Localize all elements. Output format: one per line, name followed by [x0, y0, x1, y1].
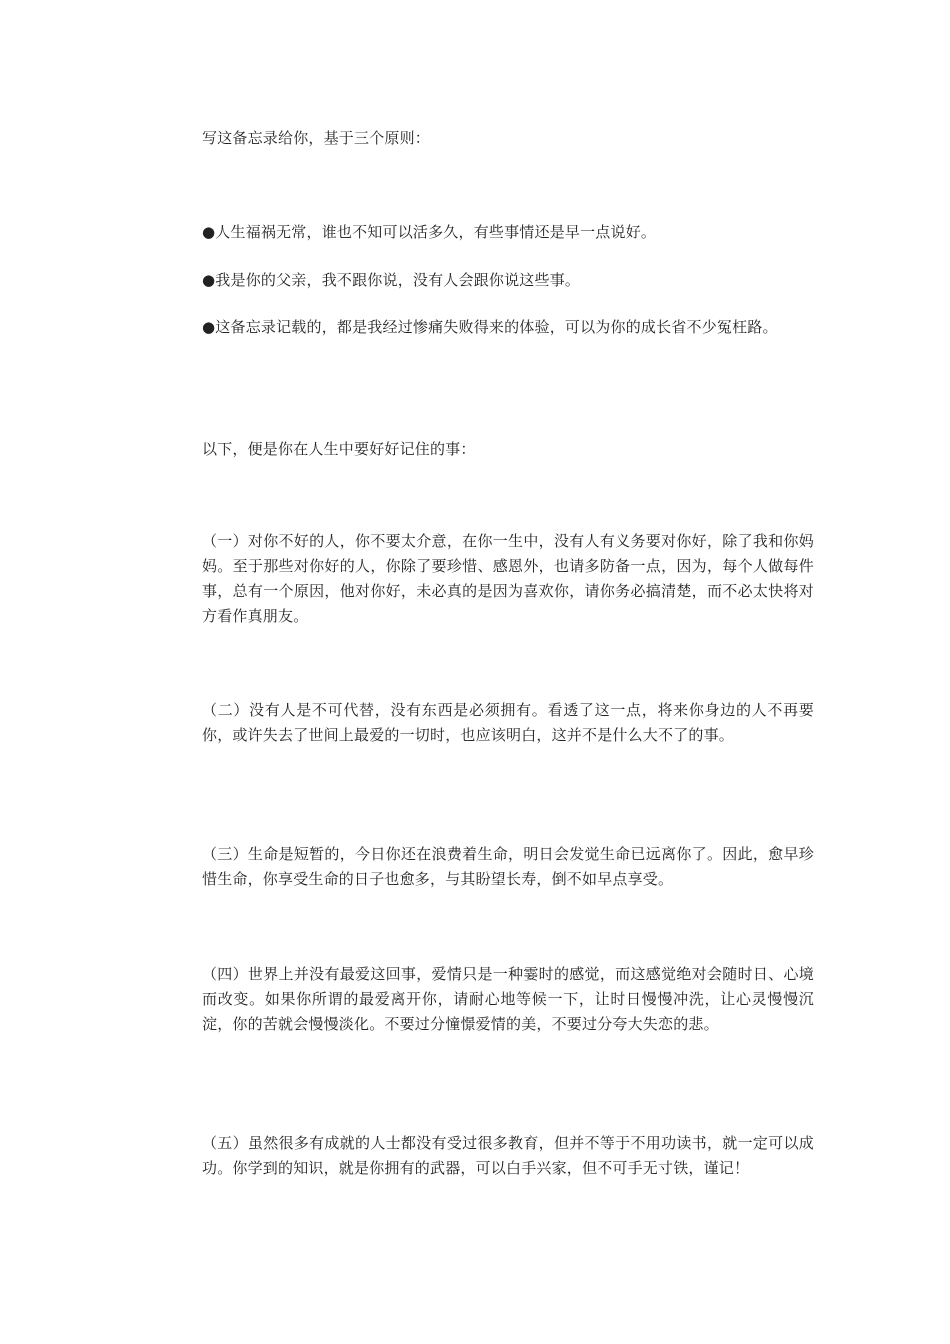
memo-item-text: （二）没有人是不可代替，没有东西是必须拥有。看透了这一点，将来你身边的人不再要你，或许失去了世间上最爱的一切时，也应该明白，这并不是什么大不了的事。 [202, 701, 814, 744]
lead-text: 以下，便是你在人生中要好好记住的事： [202, 440, 476, 458]
principle-text: 人生福祸无常，谁也不知可以活多久，有些事情还是早一点说好。 [215, 223, 657, 241]
bullet-icon: ● [202, 318, 216, 336]
memo-item-1 [202, 529, 814, 629]
memo-item-2 [202, 698, 814, 748]
intro-paragraph [202, 126, 814, 151]
memo-item-text: （一）对你不好的人，你不要太介意，在你一生中，没有人有义务要对你好，除了我和你妈妈。至于那些对你好的人，你除了要珍惜、感恩外，也请多防备一点，因为，每个人做每件事，总有一个原因，他对你好，未必真的是因为喜欢你，请你务必搞清楚，而不必太快将对方看作真朋友。 [202, 532, 814, 625]
principle-text: 我是你的父亲，我不跟你说，没有人会跟你说这些事。 [215, 271, 581, 289]
memo-item-5 [202, 1131, 814, 1181]
principle-item [202, 315, 814, 340]
lead-paragraph [202, 437, 814, 462]
memo-item-text: （四）世界上并没有最爱这回事，爱情只是一种霎时的感觉，而这感觉绝对会随时日、心境而改变。如果你所谓的最爱离开你，请耐心地等候一下，让时日慢慢冲洗，让心灵慢慢沉淀，你的苦就会慢慢淡化。不要过分憧憬爱情的美，不要过分夸大失恋的悲。 [202, 965, 814, 1033]
memo-item-text: （五）虽然很多有成就的人士都没有受过很多教育，但并不等于不用功读书，就一定可以成功。你学到的知识，就是你拥有的武器，可以白手兴家，但不可手无寸铁，谨记！ [202, 1134, 814, 1177]
bullet-icon: ● [202, 223, 216, 241]
intro-text: 写这备忘录给你，基于三个原则： [202, 129, 431, 147]
memo-item-text: （三）生命是短暂的，今日你还在浪费着生命，明日会发觉生命已远离你了。因此，愈早珍惜生命，你享受生命的日子也愈多，与其盼望长寿，倒不如早点享受。 [202, 845, 814, 888]
bullet-icon: ● [202, 271, 216, 289]
principle-text: 这备忘录记载的，都是我经过惨痛失败得来的体验，可以为你的成长省不少冤枉路。 [215, 318, 778, 336]
memo-item-3 [202, 842, 814, 892]
principle-item [202, 220, 814, 245]
principle-item [202, 268, 814, 293]
memo-item-4 [202, 962, 814, 1037]
